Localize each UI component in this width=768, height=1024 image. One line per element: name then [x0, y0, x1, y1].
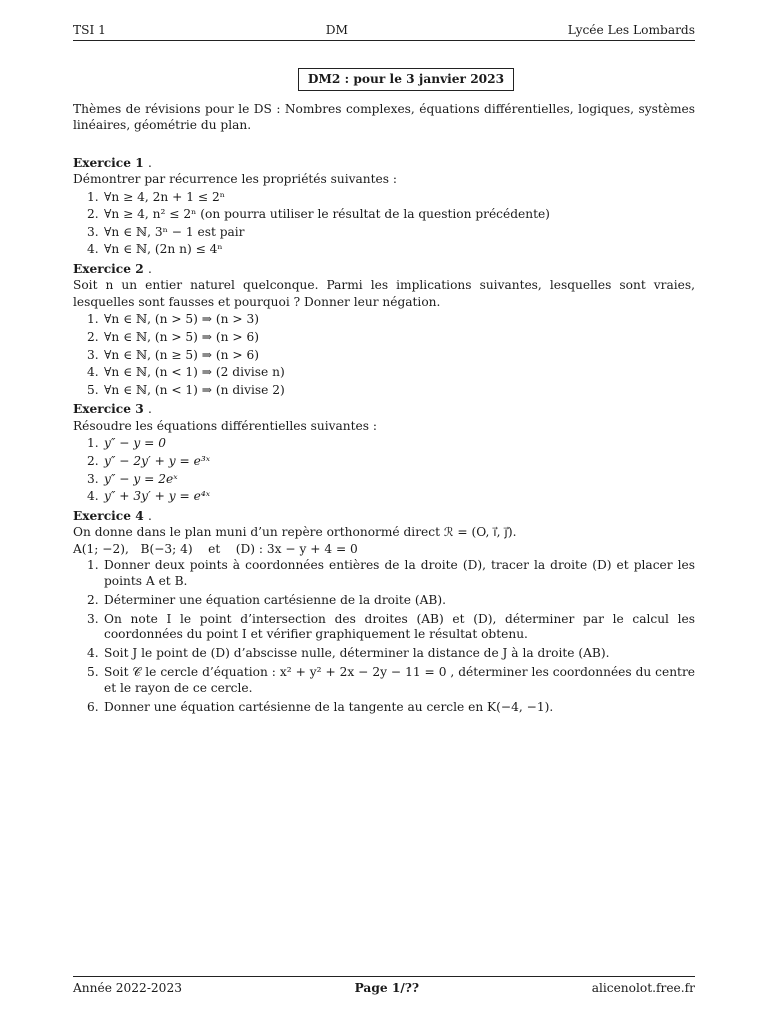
- exercise-list: [73, 558, 695, 715]
- list-item: 2. ∀n ∈ ℕ, (n > 5) ⇒ (n > 6): [87, 329, 259, 344]
- list-item: 4. ∀n ∈ ℕ, (2n n) ≤ 4ⁿ: [87, 242, 223, 257]
- document-title: DM2 : pour le 3 janvier 2023: [298, 68, 514, 91]
- exercise-intro: Résoudre les équations différentielles suivantes :: [73, 418, 377, 433]
- exercise-title: Exercice 4 .: [73, 508, 152, 523]
- exercise-title: Exercice 1 .: [73, 155, 152, 170]
- exercise-1: [73, 155, 695, 259]
- exercise-3: [73, 401, 695, 505]
- header-doc-type: DM: [325, 23, 348, 37]
- list-item: 3. y″ − y = 2eˣ: [87, 471, 178, 486]
- list-item: 2. y″ − 2y′ + y = e³ˣ: [87, 453, 211, 468]
- exercise-data: A(1; −2), B(−3; 4) et (D) : 3x − y + 4 = 0: [73, 541, 358, 556]
- list-item: 2. ∀n ≥ 4, n² ≤ 2ⁿ (on pourra utiliser le résultat de la question précédente): [87, 207, 550, 222]
- list-item: 6. Donner une équation cartésienne de la tangente au cercle en K(−4, −1).: [87, 699, 554, 714]
- list-item: 1. ∀n ∈ ℕ, (n > 5) ⇒ (n > 3): [87, 312, 259, 327]
- list-item: 3. ∀n ∈ ℕ, 3ⁿ − 1 est pair: [87, 224, 245, 239]
- exercise-title: Exercice 3 .: [73, 402, 152, 417]
- exercise-intro: Soit n un entier naturel quelconque. Parmi les implications suivantes, lesquelles sont vraies, lesquelles sont fausses et pourquoi ? Donner leur négation.: [73, 278, 695, 309]
- footer-year: Année 2022-2023: [73, 981, 182, 995]
- exercise-intro: Démontrer par récurrence les propriétés suivantes :: [73, 172, 397, 186]
- list-item: 4. y″ + 3y′ + y = e⁴ˣ: [87, 489, 211, 504]
- list-item: 3. ∀n ∈ ℕ, (n ≥ 5) ⇒ (n > 6): [87, 347, 259, 362]
- list-item: 2. Déterminer une équation cartésienne de la droite (AB).: [87, 592, 446, 607]
- header-class: TSI 1: [73, 23, 106, 37]
- footer-website: alicenolot.free.fr: [591, 981, 695, 995]
- exercise-list: [73, 435, 695, 505]
- header-school: Lycée Les Lombards: [567, 23, 695, 37]
- exercise-intro: On donne dans le plan muni d’un repère orthonormé direct ℛ = (O, i⃗, j⃗).: [73, 525, 517, 540]
- list-item: 3. On note I le point d’intersection des droites (AB) et (D), déterminer par le calcul les coordonnées du point I et vérifier graphiquement le résultat obtenu.: [87, 611, 695, 642]
- page-header: [73, 22, 695, 41]
- page-footer: [73, 976, 695, 997]
- exercise-2: [73, 261, 695, 399]
- list-item: 1. y″ − y = 0: [87, 436, 166, 451]
- exercise-title: Exercice 2 .: [73, 261, 152, 276]
- exercise-list: [73, 311, 695, 399]
- list-item: 1. ∀n ≥ 4, 2n + 1 ≤ 2ⁿ: [87, 189, 225, 204]
- page-number: Page 1/??: [354, 981, 420, 995]
- exercise-list: [73, 189, 695, 259]
- list-item: 5. Soit 𝒞 le cercle d’équation : x² + y² + 2x − 2y − 11 = 0 , déterminer les coordonnées du centre et le rayon de ce cercle.: [87, 665, 695, 695]
- list-item: 4. Soit J le point de (D) d’abscisse nulle, déterminer la distance de J à la droite (AB).: [87, 646, 610, 661]
- title-wrapper: [73, 68, 695, 91]
- list-item: 4. ∀n ∈ ℕ, (n < 1) ⇒ (2 divise n): [87, 365, 285, 380]
- list-item: 1. Donner deux points à coordonnées entières de la droite (D), tracer la droite (D) et placer les points A et B.: [87, 558, 695, 588]
- exercise-4: [73, 508, 695, 716]
- revision-themes: Thèmes de révisions pour le DS : Nombres complexes, équations différentielles, logiques, systèmes linéaires, géométrie du plan.: [73, 101, 695, 132]
- document-body: [73, 68, 695, 719]
- list-item: 5. ∀n ∈ ℕ, (n < 1) ⇒ (n divise 2): [87, 382, 285, 397]
